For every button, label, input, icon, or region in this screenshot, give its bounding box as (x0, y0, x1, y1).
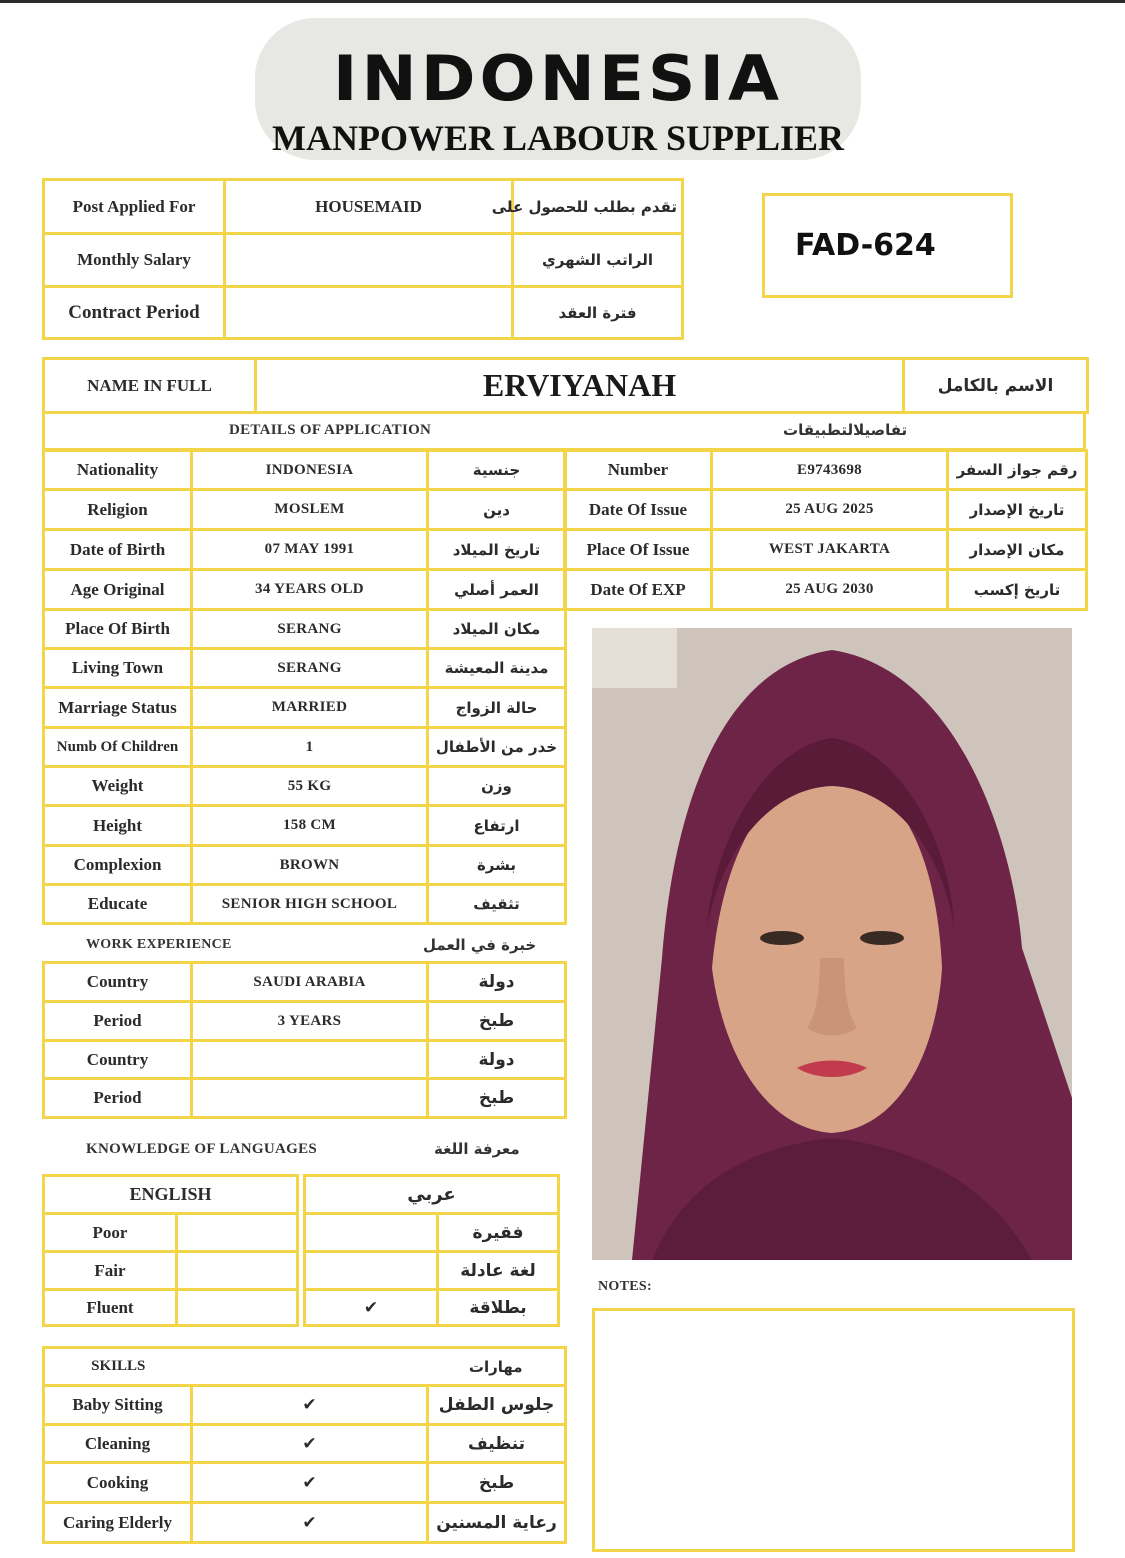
children-label-ar: خدر من الأطفال (428, 728, 566, 767)
personal-row (44, 451, 566, 490)
height-label: Height (44, 806, 192, 846)
height-label-ar: ارتفاع (428, 806, 566, 846)
expiry-date-label: Date Of EXP (565, 570, 712, 610)
passport-row (565, 451, 1087, 490)
details-label-ar: تفاصيلالتطبيقات (783, 421, 908, 439)
skills-header-row (44, 1348, 566, 1386)
personal-row (44, 806, 566, 846)
weight-label: Weight (44, 767, 192, 806)
skill-label: Baby Sitting (44, 1386, 192, 1425)
personal-row (44, 885, 566, 924)
name-label-ar: الاسم بالكامل (904, 359, 1088, 413)
post-table (42, 178, 684, 340)
details-label: DETAILS OF APPLICATION (229, 422, 432, 438)
work-row (44, 1002, 566, 1041)
expiry-date-label-ar: تاريخ إكسب (948, 570, 1087, 610)
skill-check-icon: ✔ (192, 1386, 428, 1425)
applicant-photo (592, 628, 1072, 1260)
name-table (42, 357, 1089, 414)
education-label: Educate (44, 885, 192, 924)
age-value: 34 YEARS OLD (192, 570, 428, 610)
arabic-header: عربي (305, 1176, 559, 1214)
personal-row (44, 649, 566, 688)
skill-label-ar: جلوس الطفل (428, 1386, 566, 1425)
passport-row (565, 570, 1087, 610)
skill-label-ar: تنظيف (428, 1425, 566, 1463)
languages-label: KNOWLEDGE OF LANGUAGES (86, 1141, 318, 1157)
work-period-label: Period (44, 1002, 192, 1041)
personal-row (44, 688, 566, 728)
post-applied-label-ar: تقدم بطلب للحصول على (513, 180, 683, 234)
work-country-label: Country (44, 1041, 192, 1079)
agency-header (255, 18, 861, 160)
nationality-label: Nationality (44, 451, 192, 490)
monthly-salary-value (225, 234, 513, 287)
arabic-level-row (305, 1290, 559, 1326)
age-label-ar: العمر أصلي (428, 570, 566, 610)
pob-label: Place Of Birth (44, 610, 192, 649)
english-header-row (44, 1176, 298, 1214)
dob-value: 07 MAY 1991 (192, 530, 428, 570)
work-row (44, 1041, 566, 1079)
nationality-value: INDONESIA (192, 451, 428, 490)
arabic-fluent-check-icon: ✔ (305, 1290, 438, 1326)
arabic-fluent-label: بطلاقة (438, 1290, 559, 1326)
english-fluent-check (177, 1290, 298, 1326)
marriage-label: Marriage Status (44, 688, 192, 728)
full-name: ERVIYANAH (256, 359, 904, 413)
passport-number-value: E9743698 (712, 451, 948, 490)
weight-label-ar: وزن (428, 767, 566, 806)
arabic-poor-check (305, 1214, 438, 1252)
skill-check-icon: ✔ (192, 1463, 428, 1503)
english-fair-check (177, 1252, 298, 1290)
skill-row (44, 1503, 566, 1543)
english-fluent-label: Fluent (44, 1290, 177, 1326)
issue-date-label-ar: تاريخ الإصدار (948, 490, 1087, 530)
contract-period-label: Contract Period (44, 287, 225, 339)
height-value: 158 CM (192, 806, 428, 846)
work-period-label-ar: طبخ (428, 1002, 566, 1041)
pob-label-ar: مكان الميلاد (428, 610, 566, 649)
skill-label: Cooking (44, 1463, 192, 1503)
work-row (44, 1079, 566, 1118)
complexion-label-ar: بشرة (428, 846, 566, 885)
work-row (44, 963, 566, 1002)
issue-date-label: Date Of Issue (565, 490, 712, 530)
post-row (44, 234, 683, 287)
english-level-row (44, 1214, 298, 1252)
education-value: SENIOR HIGH SCHOOL (192, 885, 428, 924)
religion-label: Religion (44, 490, 192, 530)
personal-row (44, 570, 566, 610)
religion-value: MOSLEM (192, 490, 428, 530)
skills-label: SKILLS (44, 1348, 192, 1386)
passport-table (563, 449, 1088, 611)
pob-value: SERANG (192, 610, 428, 649)
english-poor-check (177, 1214, 298, 1252)
skill-label: Caring Elderly (44, 1503, 192, 1543)
passport-row (565, 530, 1087, 570)
weight-value: 55 KG (192, 767, 428, 806)
english-header: ENGLISH (44, 1176, 298, 1214)
contract-period-value (225, 287, 513, 339)
top-rule (0, 0, 1125, 3)
reference-code: FAD-624 (795, 228, 936, 263)
english-fair-label: Fair (44, 1252, 177, 1290)
work-experience-label: WORK EXPERIENCE (86, 937, 232, 952)
post-row (44, 180, 683, 234)
complexion-value: BROWN (192, 846, 428, 885)
skill-row (44, 1425, 566, 1463)
header-subtitle: MANPOWER LABOUR SUPPLIER (271, 118, 845, 158)
work-country-value (192, 1041, 428, 1079)
education-label-ar: تثقيف (428, 885, 566, 924)
issue-place-label-ar: مكان الإصدار (948, 530, 1087, 570)
living-town-value: SERANG (192, 649, 428, 688)
notes-box (592, 1308, 1075, 1552)
work-country-label-ar: دولة (428, 1041, 566, 1079)
marriage-label-ar: حالة الزواج (428, 688, 566, 728)
issue-date-value: 25 AUG 2025 (712, 490, 948, 530)
work-country-label: Country (44, 963, 192, 1002)
passport-number-label-ar: رقم جواز السفر (948, 451, 1087, 490)
english-poor-label: Poor (44, 1214, 177, 1252)
personal-row (44, 728, 566, 767)
religion-label-ar: دين (428, 490, 566, 530)
skill-label-ar: رعاية المسنين (428, 1503, 566, 1543)
work-country-label-ar: دولة (428, 963, 566, 1002)
english-level-row (44, 1290, 298, 1326)
marriage-value: MARRIED (192, 688, 428, 728)
dob-label: Date of Birth (44, 530, 192, 570)
issue-place-value: WEST JAKARTA (712, 530, 948, 570)
children-value: 1 (192, 728, 428, 767)
applicant-photo-drawing (592, 628, 1072, 1260)
passport-row (565, 490, 1087, 530)
name-label: NAME IN FULL (44, 359, 256, 413)
issue-place-label: Place Of Issue (565, 530, 712, 570)
skill-row (44, 1386, 566, 1425)
skill-label: Cleaning (44, 1425, 192, 1463)
skill-label-ar: طبخ (428, 1463, 566, 1503)
monthly-salary-label-ar: الراتب الشهري (513, 234, 683, 287)
personal-table (42, 449, 567, 925)
header-title: INDONESIA (332, 41, 784, 116)
dob-label-ar: تاريخ الميلاد (428, 530, 566, 570)
post-row (44, 287, 683, 339)
arabic-poor-label: فقيرة (438, 1214, 559, 1252)
personal-row (44, 530, 566, 570)
work-period-value (192, 1079, 428, 1118)
details-bar (42, 411, 1086, 451)
skills-header-spacer (192, 1348, 428, 1386)
personal-row (44, 846, 566, 885)
nationality-label-ar: جنسية (428, 451, 566, 490)
arabic-header-row (305, 1176, 559, 1214)
skills-table (42, 1346, 567, 1544)
skills-label-ar: مهارات (428, 1348, 566, 1386)
reference-code-box (762, 193, 1013, 298)
english-table (42, 1174, 299, 1327)
age-label: Age Original (44, 570, 192, 610)
passport-number-label: Number (565, 451, 712, 490)
skill-row (44, 1463, 566, 1503)
english-level-row (44, 1252, 298, 1290)
notes-label: NOTES: (598, 1279, 652, 1294)
personal-row (44, 767, 566, 806)
work-experience-label-ar: خبرة في العمل (423, 936, 537, 954)
expiry-date-value: 25 AUG 2030 (712, 570, 948, 610)
contract-period-label-ar: فترة العقد (513, 287, 683, 339)
post-applied-label: Post Applied For (44, 180, 225, 234)
children-label: Numb Of Children (44, 728, 192, 767)
skill-check-icon: ✔ (192, 1503, 428, 1543)
work-country-value: SAUDI ARABIA (192, 963, 428, 1002)
languages-label-ar: معرفة اللغة (434, 1140, 520, 1158)
personal-row (44, 490, 566, 530)
monthly-salary-label: Monthly Salary (44, 234, 225, 287)
complexion-label: Complexion (44, 846, 192, 885)
work-period-label-ar: طبخ (428, 1079, 566, 1118)
arabic-fair-check (305, 1252, 438, 1290)
work-period-value: 3 YEARS (192, 1002, 428, 1041)
work-period-label: Period (44, 1079, 192, 1118)
arabic-fair-label: لغة عادلة (438, 1252, 559, 1290)
name-row (44, 359, 1088, 413)
arabic-level-row (305, 1214, 559, 1252)
work-table (42, 961, 567, 1119)
skill-check-icon: ✔ (192, 1425, 428, 1463)
personal-row (44, 610, 566, 649)
living-town-label: Living Town (44, 649, 192, 688)
post-applied-value: HOUSEMAID (225, 180, 513, 234)
arabic-level-row (305, 1252, 559, 1290)
living-town-label-ar: مدينة المعيشة (428, 649, 566, 688)
arabic-table (303, 1174, 560, 1327)
